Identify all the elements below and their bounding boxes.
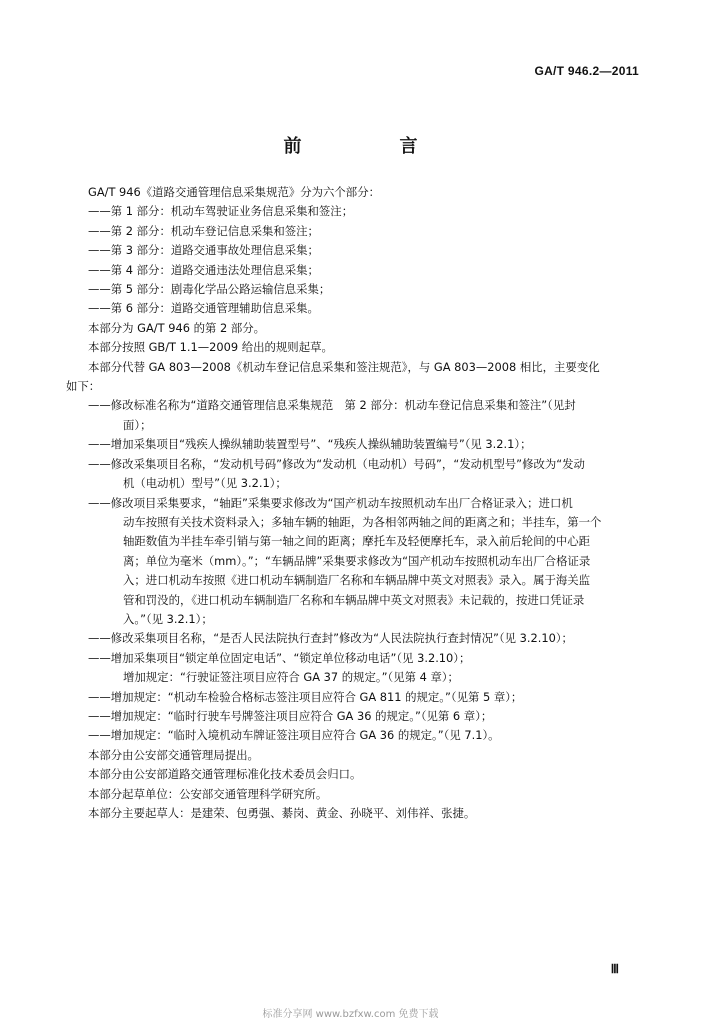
paragraph: 本部分按照 GB/T 1.1—2009 给出的规则起草。 [88, 340, 333, 355]
paragraph: 本部分由公安部交通管理局提出。 [88, 747, 259, 762]
list-item: ——增加规定：“临时入境机动车牌证签注项目应符合 GA 36 的规定。”（见 7.1）。 [88, 728, 500, 743]
paragraph: GA/T 946《道路交通管理信息采集规范》分为六个部分： [88, 185, 380, 199]
list-item: ——第 4 部分：道路交通违法处理信息采集； [88, 262, 319, 277]
list-item: ——第 2 部分：机动车登记信息采集和签注； [88, 223, 319, 238]
paragraph: 入；进口机动车按照《进口机动车辆制造厂名称和车辆品牌中英文对照表》录入。属于海关监 [123, 573, 591, 588]
paragraph: 机（电动机）型号”（见 3.2.1）； [123, 476, 287, 491]
paragraph: 本部分代替 GA 803—2008《机动车登记信息采集和签注规范》，与 GA 803—2008 相比，主要变化 [88, 359, 600, 374]
paragraph: 入。”（见 3.2.1）； [123, 611, 213, 626]
paragraph: 离；单位为毫米（mm）。”；“车辆品牌”采集要求修改为“国产机动车按照机动车出厂合格证录 [123, 553, 591, 568]
list-item: ——增加规定：“临时行驶车号牌签注项目应符合 GA 36 的规定。”（见第 6 章）； [88, 708, 493, 723]
standard-code: GA/T 946.2—2011 [534, 64, 639, 78]
list-item: ——第 3 部分：道路交通事故处理信息采集； [88, 243, 319, 258]
paragraph: 轴距数值为半挂车牵引销与第一轴之间的距离；摩托车及轻便摩托车，录入前后轮间的中心距 [123, 534, 591, 549]
list-item: ——增加采集项目“残疾人操纵辅助装置型号”、“残疾人操纵辅助装置编号”（见 3.2.1）； [88, 437, 532, 452]
paragraph: 面）； [123, 417, 152, 432]
footer-watermark: 标准分享网 www.bzfxw.com 免费下载 [262, 1009, 439, 1020]
list-item: ——第 1 部分：机动车驾驶证业务信息采集和签注； [88, 204, 354, 219]
list-item: ——增加采集项目“锁定单位固定电话”、“锁定单位移动电话”（见 3.2.10）； [88, 650, 471, 665]
paragraph: 增加规定：“行驶证签注项目应符合 GA 37 的规定。”（见第 4 章）； [123, 670, 459, 685]
paragraph: 如下： [66, 379, 101, 394]
page-number: Ⅲ [610, 962, 619, 976]
list-item: ——第 6 部分：道路交通管理辅助信息采集。 [88, 301, 319, 316]
list-item: ——修改标准名称为“道路交通管理信息采集规范 第 2 部分：机动车登记信息采集和签注”（见封 [88, 398, 576, 413]
list-item: ——修改采集项目名称，“发动机号码”修改为“发动机（电动机）号码”，“发动机型号”修改为“发动 [88, 456, 585, 471]
paragraph: 本部分主要起草人：是建荣、包勇强、綦岗、黄金、孙晓平、刘伟祥、张捷。 [88, 806, 476, 820]
list-item: ——增加规定：“机动车检验合格标志签注项目应符合 GA 811 的规定。”（见第 5 章）； [88, 689, 523, 704]
paragraph: 本部分起草单位：公安部交通管理科学研究所。 [88, 786, 328, 801]
paragraph: 本部分为 GA/T 946 的第 2 部分。 [88, 320, 266, 335]
foreword-body [66, 183, 643, 823]
paragraph: 管和罚没的，《进口机动车辆制造厂名称和车辆品牌中英文对照表》未记载的，按进口凭证录 [123, 592, 585, 607]
paragraph: 动车按照有关技术资料录入；多轴车辆的轴距，为各相邻两轴之间的距离之和；半挂车，第一个 [123, 514, 602, 529]
paragraph: 本部分由公安部道路交通管理标准化技术委员会归口。 [88, 767, 362, 782]
page-title: 前 言 [283, 136, 458, 157]
list-item: ——修改采集项目名称，“是否人民法院执行查封”修改为“人民法院执行查封情况”（见 3.2.10）； [88, 631, 573, 646]
list-item: ——第 5 部分：剧毒化学品公路运输信息采集； [88, 282, 331, 297]
list-item: ——修改项目采集要求，“轴距”采集要求修改为“国产机动车按照机动车出厂合格证录入；进口机 [88, 495, 573, 510]
